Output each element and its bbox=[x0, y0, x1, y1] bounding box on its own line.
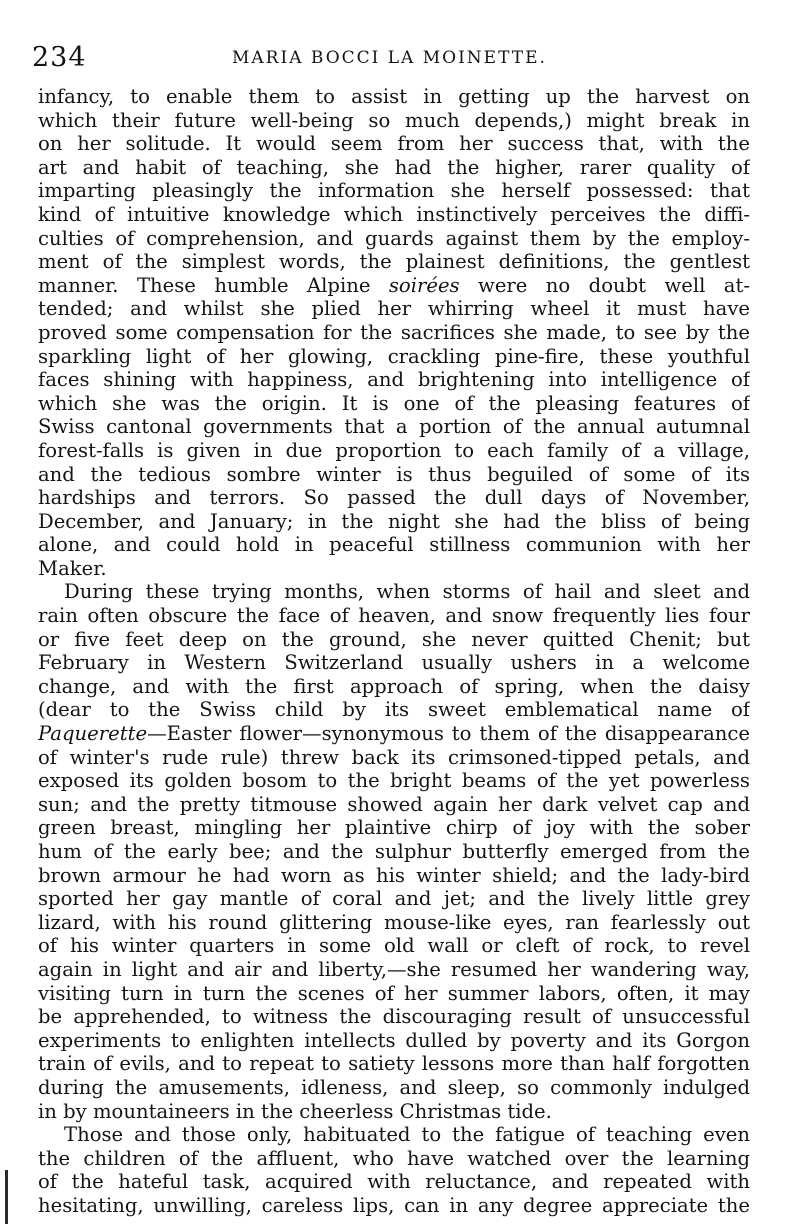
text-line: (dear to the Swiss child by its sweet emblematical name of bbox=[38, 698, 750, 722]
body-text bbox=[38, 85, 750, 1218]
text-line: tended; and whilst she plied her whirring wheel it must have bbox=[38, 297, 750, 321]
text-line: during the amusements, idleness, and sleep, so commonly indulged bbox=[38, 1075, 750, 1099]
text-line: December, and January; in the night she had the bliss of being bbox=[38, 509, 750, 533]
text-line: sun; and the pretty titmouse showed again her dark velvet cap and bbox=[38, 792, 750, 816]
text-line: change, and with the first approach of spring, when the daisy bbox=[38, 674, 750, 698]
margin-rule bbox=[5, 1170, 8, 1224]
text-line: exposed its golden bosom to the bright beams of the yet powerless bbox=[38, 769, 750, 793]
text-line: rain often obscure the face of heaven, and snow frequently lies four bbox=[38, 604, 750, 628]
text-line: which she was the origin. It is one of the pleasing features of bbox=[38, 391, 750, 415]
text-line: hesitating, unwilling, careless lips, can in any degree appreciate the bbox=[38, 1193, 750, 1217]
italic-word: soirées bbox=[388, 273, 460, 297]
text-line: and the tedious sombre winter is thus beguiled of some of its bbox=[38, 462, 750, 486]
text-line: experiments to enlighten intellects dulled by poverty and its Gorgon bbox=[38, 1028, 750, 1052]
text-line: kind of intuitive knowledge which instinctively perceives the diffi- bbox=[38, 202, 750, 226]
paragraph-start-line: Those and those only, habituated to the fatigue of teaching even bbox=[64, 1123, 750, 1147]
page-header bbox=[32, 42, 752, 78]
paragraph-end-line: Maker. bbox=[38, 556, 107, 580]
text-line: brown armour he had worn as his winter shield; and the lady-bird bbox=[38, 863, 750, 887]
text-line: proved some compensation for the sacrifices she made, to see by the bbox=[38, 320, 750, 344]
text-line: or five feet deep on the ground, she never quitted Chenit; but bbox=[38, 627, 750, 651]
text-line: which their future well-being so much depends,) might break in bbox=[38, 108, 750, 132]
text-line: faces shining with happiness, and brightening into intelligence of bbox=[38, 368, 750, 392]
text-line: imparting pleasingly the information she herself possessed: that bbox=[38, 179, 750, 203]
text-line: again in light and air and liberty,—she resumed her wandering way, bbox=[38, 957, 750, 981]
text-line: of the hateful task, acquired with reluctance, and repeated with bbox=[38, 1170, 750, 1194]
text-line: sported her gay mantle of coral and jet; and the lively little grey bbox=[38, 887, 750, 911]
text-line: hardships and terrors. So passed the dull days of November, bbox=[38, 486, 750, 510]
text-line: ment of the simplest words, the plainest definitions, the gentlest bbox=[38, 250, 750, 274]
text-line: train of evils, and to repeat to satiety lessons more than half forgotten bbox=[38, 1052, 750, 1076]
italic-word: Paquerette bbox=[38, 722, 148, 746]
text-line: manner. These humble Alpine soirées were no doubt well at- bbox=[38, 273, 750, 297]
text-line: art and habit of teaching, she had the higher, rarer quality of bbox=[38, 155, 750, 179]
text-line: on her solitude. It would seem from her success that, with the bbox=[38, 132, 750, 156]
text-line: sparkling light of her glowing, crackling pine-fire, these youthful bbox=[38, 344, 750, 368]
paragraph-end-line: in by mountaineers in the cheerless Christmas tide. bbox=[38, 1099, 552, 1123]
text-line: the children of the affluent, who have watched over the learning bbox=[38, 1146, 750, 1170]
text-line: February in Western Switzerland usually ushers in a welcome bbox=[38, 651, 750, 675]
running-title: MARIA BOCCI LA MOINETTE. bbox=[232, 48, 547, 68]
text-line: alone, and could hold in peaceful stillness communion with her bbox=[38, 533, 750, 557]
text-line: forest-falls is given in due proportion to each family of a village, bbox=[38, 438, 750, 462]
text-line: hum of the early bee; and the sulphur butterfly emerged from the bbox=[38, 840, 750, 863]
text-line: visiting turn in turn the scenes of her summer labors, often, it may bbox=[38, 981, 750, 1005]
page-number: 234 bbox=[32, 42, 87, 73]
paragraph-start-line: During these trying months, when storms of hail and sleet and bbox=[64, 580, 750, 604]
text-line: lizard, with his round glittering mouse-like eyes, ran fearlessly out bbox=[38, 910, 750, 934]
text-line: infancy, to enable them to assist in getting up the harvest on bbox=[38, 85, 750, 108]
text-line: green breast, mingling her plaintive chirp of joy with the sober bbox=[38, 816, 750, 840]
text-line: of his winter quarters in some old wall or cleft of rock, to revel bbox=[38, 934, 750, 958]
text-line: Swiss cantonal governments that a portion of the annual autumnal bbox=[38, 415, 750, 439]
text-line: be apprehended, to witness the discouraging result of unsuccessful bbox=[38, 1005, 750, 1029]
text-line: of winter's rude rule) threw back its crimsoned-tipped petals, and bbox=[38, 745, 750, 769]
text-line: culties of comprehension, and guards against them by the employ- bbox=[38, 226, 750, 250]
text-line: Paquerette—Easter flower—synonymous to them of the disappearance bbox=[38, 722, 750, 746]
